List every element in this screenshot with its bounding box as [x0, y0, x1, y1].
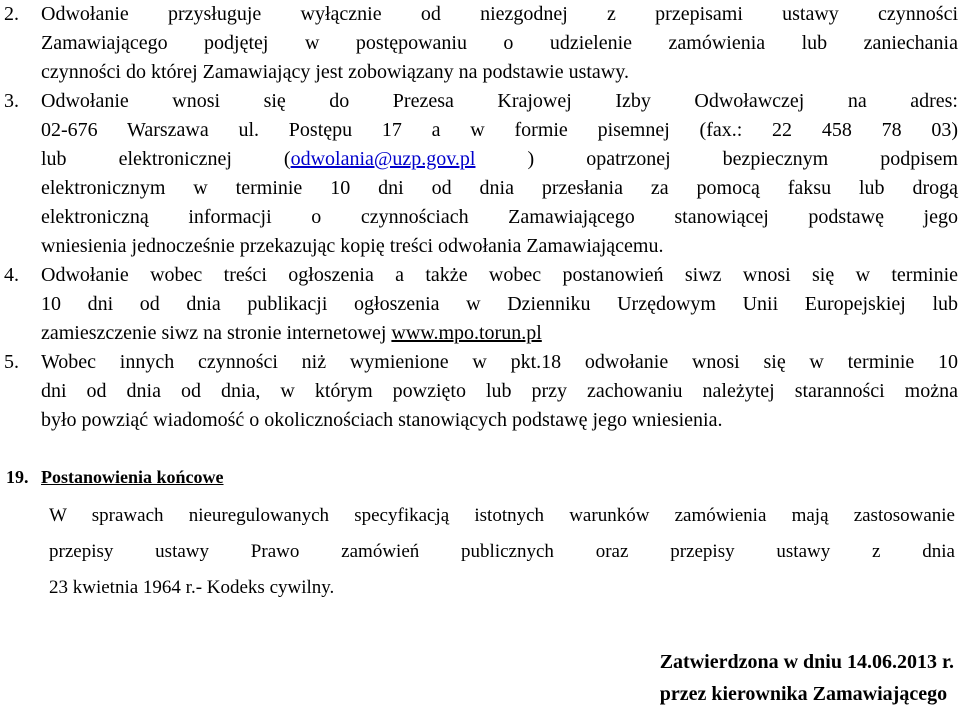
text-line: Odwołanie wobec treści ogłoszenia a także wobec postanowień siwz wnosi się w terminie	[41, 264, 958, 286]
text-line	[41, 145, 958, 174]
item-number: 5.	[4, 351, 19, 373]
section-text	[49, 498, 955, 606]
text-segment: lub elektronicznej (	[41, 148, 291, 170]
approval-date: Zatwierdzona w dniu 14.06.2013 r.	[659, 651, 954, 673]
text-line: było powziąć wiadomość o okolicznościach stanowiących podstawę jego wniesienia.	[41, 409, 723, 431]
text-segment: ) opatrzonej bezpiecznym podpisem	[475, 148, 958, 170]
text-line: Odwołanie wnosi się do Prezesa Krajowej Izby Odwoławczej na adres:	[41, 90, 958, 112]
item-number: 4.	[4, 264, 19, 286]
text-line: W sprawach nieuregulowanych specyfikacją istotnych warunków zamówienia mają zastosowanie	[49, 505, 955, 526]
text-line	[41, 319, 958, 348]
item-text	[41, 87, 958, 261]
text-line: elektronicznym w terminie 10 dni od dnia przesłania za pomocą faksu lub drogą	[41, 177, 958, 199]
text-line: elektroniczną informacji o czynnościach Zamawiającego stanowiącej podstawę jego	[41, 206, 958, 228]
section-number: 19.	[6, 467, 29, 487]
text-line: dni od dnia od dnia, w którym powzięto lub przy zachowaniu należytej staranności można	[41, 380, 958, 402]
item-text	[41, 348, 958, 435]
item-text	[41, 261, 958, 348]
text-line: Wobec innych czynności niż wymienione w pkt.18 odwołanie wnosi się w terminie 10	[41, 351, 958, 373]
text-segment: zamieszczenie siwz na stronie internetowej	[41, 322, 392, 344]
text-line: czynności do której Zamawiający jest zobowiązany na podstawie ustawy.	[41, 61, 629, 83]
item-number: 2.	[4, 3, 19, 25]
text-line: Odwołanie przysługuje wyłącznie od niezgodnej z przepisami ustawy czynności	[41, 3, 958, 25]
approver: przez kierownika Zamawiającego	[659, 683, 948, 705]
email-link[interactable]: odwolania@uzp.gov.pl	[290, 148, 476, 170]
text-line: Zamawiającego podjętej w postępowaniu o udzielenie zamówienia lub zaniechania	[41, 32, 958, 54]
text-line: 02-676 Warszawa ul. Postępu 17 a w formie pisemnej (fax.: 22 458 78 03)	[41, 119, 958, 141]
text-line: przepisy ustawy Prawo zamówień publicznych oraz przepisy ustawy z dnia	[49, 541, 955, 562]
item-number: 3.	[4, 90, 19, 112]
approval-signature	[660, 646, 954, 710]
text-line: 23 kwietnia 1964 r.- Kodeks cywilny.	[49, 577, 335, 598]
website-link[interactable]: www.mpo.torun.pl	[391, 322, 542, 344]
text-line: wniesienia jednocześnie przekazując kopię treści odwołania Zamawiającemu.	[41, 235, 664, 257]
section-title: Postanowienia końcowe	[41, 467, 224, 487]
text-line: 10 dni od dnia publikacji ogłoszenia w Dzienniku Urzędowym Unii Europejskiej lub	[41, 293, 958, 315]
item-text	[41, 0, 958, 87]
